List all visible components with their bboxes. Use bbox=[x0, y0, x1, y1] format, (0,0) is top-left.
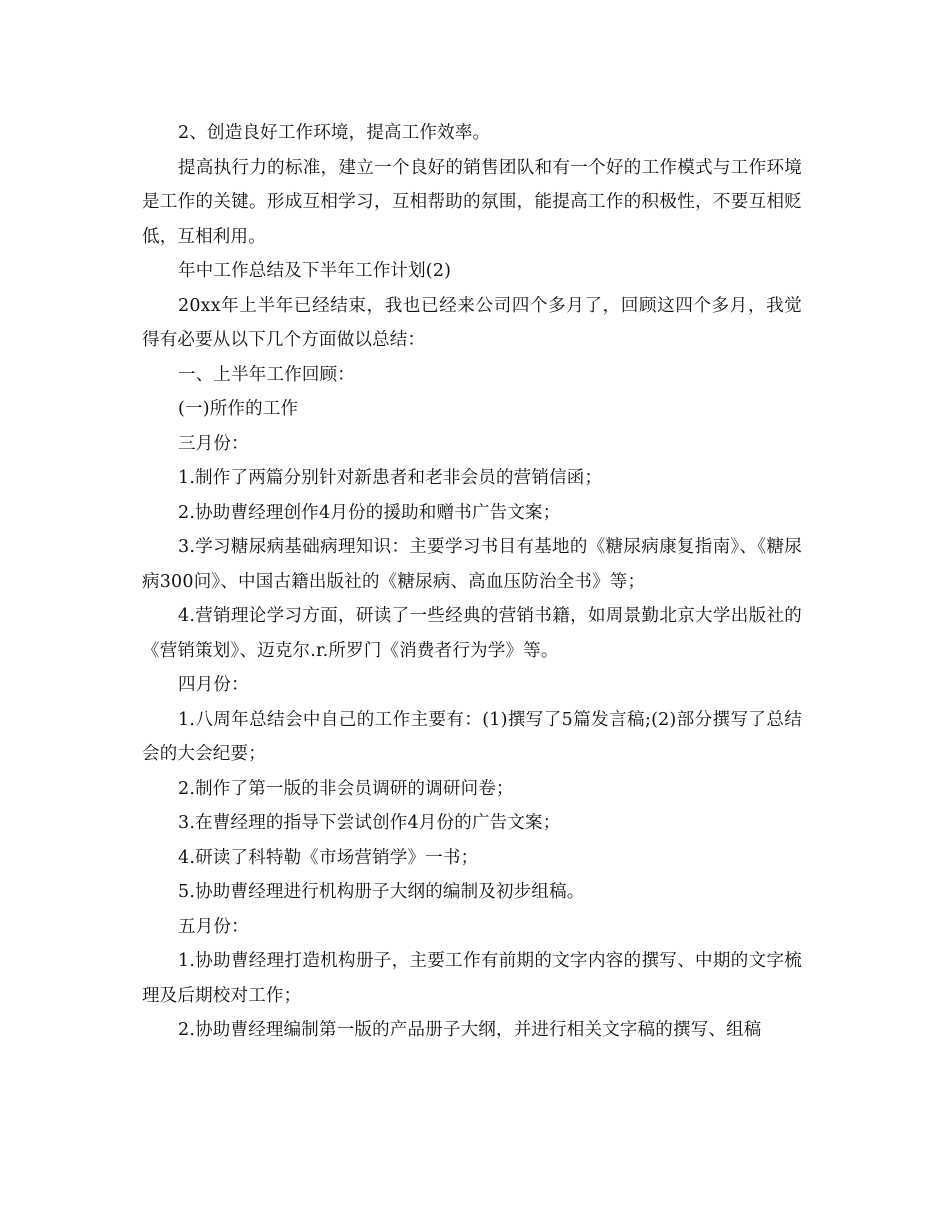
section-title: 年中工作总结及下半年工作计划(2) bbox=[178, 261, 452, 281]
month-label: 五月份： bbox=[178, 916, 249, 937]
list-item: 4.营销理论学习方面，研读了一些经典的营销书籍，如周景勤北京大学出版社的《营销策划》、迈克尔.r.所罗门《消费者行为学》等。 bbox=[142, 606, 802, 661]
list-item: 3.学习糖尿病基础病理知识：主要学习书目有基地的《糖尿病康复指南》、《糖尿病300问》、中国古籍出版社的《糖尿病、高血压防治全书》等； bbox=[142, 537, 802, 592]
list-item: 4.研读了科特勒《市场营销学》一书； bbox=[178, 847, 479, 868]
subheading: (一)所作的工作 bbox=[178, 399, 299, 419]
heading: 一、上半年工作回顾： bbox=[178, 364, 355, 385]
list-item: 3.在曹经理的指导下尝试创作4月份的广告文案； bbox=[178, 813, 561, 833]
list-item: 5.协助曹经理进行机构册子大纲的编制及初步组稿。 bbox=[178, 882, 585, 902]
paragraph: 2、创造良好工作环境，提高工作效率。 bbox=[178, 123, 491, 143]
list-item: 1.制作了两篇分别针对新患者和老非会员的营销信函； bbox=[178, 468, 603, 488]
list-item: 2.制作了第一版的非会员调研的调研问卷； bbox=[178, 778, 514, 799]
list-item: 2.协助曹经理创作4月份的援助和赠书广告文案； bbox=[178, 502, 561, 523]
list-item: 2.协助曹经理编制第一版的产品册子大纲，并进行相关文字稿的撰写、组稿 bbox=[178, 1020, 762, 1040]
list-item: 1.八周年总结会中自己的工作主要有：(1)撰写了5篇发言稿;(2)部分撰写了总结会的大会纪要； bbox=[142, 709, 802, 764]
document-body bbox=[142, 116, 802, 1048]
list-item: 1.协助曹经理打造机构册子，主要工作有前期的文字内容的撰写、中期的文字梳理及后期校对工作； bbox=[142, 951, 802, 1006]
paragraph: 20xx年上半年已经结束，我也已经来公司四个多月了，回顾这四个多月，我觉得有必要从以下几个方面做以总结： bbox=[142, 295, 802, 350]
paragraph: 提高执行力的标准，建立一个良好的销售团队和有一个好的工作模式与工作环境是工作的关键。形成互相学习，互相帮助的氛围，能提高工作的积极性，不要互相贬低，互相利用。 bbox=[142, 157, 802, 247]
month-label: 三月份： bbox=[178, 433, 249, 454]
month-label: 四月份： bbox=[178, 675, 249, 695]
